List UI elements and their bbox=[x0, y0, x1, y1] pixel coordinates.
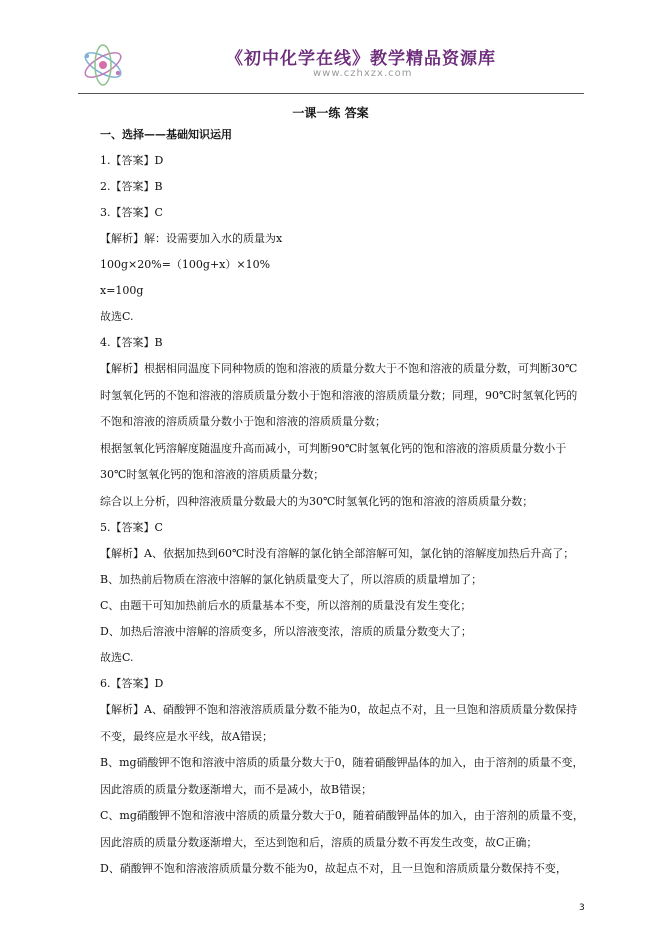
analysis-line: D、加热后溶液中溶解的溶质变多，所以溶液变浓，溶质的质量分数变大了； bbox=[100, 625, 472, 638]
header-divider bbox=[78, 93, 584, 94]
document-title: 一课一练 答案 bbox=[292, 106, 369, 120]
analysis-paragraph: D、硝酸钾不饱和溶液溶质质量分数不能为0，故起点不对，且一旦饱和溶质质量分数保持不变， bbox=[100, 862, 567, 875]
answer-line: 2.【答案】B bbox=[100, 180, 163, 193]
answer-line: 3.【答案】C bbox=[100, 206, 163, 219]
analysis-paragraph: 【解析】A、硝酸钾不饱和溶液溶质质量分数不能为0，故起点不对，且一旦饱和溶质质量分数保持不变，最终应是水平线，故A错误； bbox=[100, 703, 577, 743]
conclusion-line: 故选C. bbox=[100, 651, 134, 664]
answer-line: 5.【答案】C bbox=[100, 521, 163, 534]
banner-url: www.czhxzx.com bbox=[313, 68, 413, 79]
analysis-paragraph: 综合以上分析，四种溶液质量分数最大的为30℃时氢氧化钙的饱和溶液的溶质质量分数； bbox=[100, 494, 534, 508]
answer-content bbox=[100, 122, 586, 883]
page-number: 3 bbox=[579, 903, 585, 913]
analysis-line: 【解析】A、依据加热到60℃时没有溶解的氯化钠全部溶解可知，氯化钠的溶解度加热后升高了； bbox=[100, 547, 575, 560]
conclusion-line: 故选C. bbox=[100, 310, 134, 323]
analysis-paragraph: 【解析】根据相同温度下同种物质的饱和溶液的质量分数大于不饱和溶液的质量分数，可判断30℃时氢氧化钙的不饱和溶液的溶质质量分数小于饱和溶液的溶质质量分数；同理，90℃时氢氧化钙的不饱和溶液的溶质质量分数小于饱和溶液的溶质质量分数； bbox=[100, 362, 578, 428]
equation-line: x=100g bbox=[100, 284, 144, 297]
analysis-paragraph: B、mg硝酸钾不饱和溶液中溶质的质量分数大于0，随着硝酸钾晶体的加入，由于溶剂的质量不变，因此溶质的质量分数逐渐增大，而不是减小，故B错误； bbox=[100, 756, 584, 796]
analysis-paragraph: 根据氢氧化钙溶解度随温度升高而减小，可判断90℃时氢氧化钙的饱和溶液的溶质质量分数小于30℃时氢氧化钙的饱和溶液的溶质质量分数； bbox=[100, 441, 567, 481]
analysis-line: 【解析】解：设需要加入水的质量为x bbox=[100, 232, 283, 245]
analysis-line: C、由题干可知加热前后水的质量基本不变，所以溶剂的质量没有发生变化； bbox=[100, 599, 472, 612]
banner-title: 《初中化学在线》教学精品资源库 bbox=[226, 49, 496, 69]
analysis-line: B、加热前后物质在溶液中溶解的氯化钠质量变大了，所以溶质的质量增加了； bbox=[100, 573, 483, 586]
header-banner bbox=[78, 38, 584, 92]
answer-line: 1.【答案】D bbox=[100, 154, 164, 167]
atom-logo-icon bbox=[78, 40, 128, 90]
equation-line: 100g×20%=（100g+x）×10% bbox=[100, 258, 271, 271]
analysis-paragraph: C、mg硝酸钾不饱和溶液中溶质的质量分数大于0，随着硝酸钾晶体的加入，由于溶剂的质量不变，因此溶质的质量分数逐渐增大，至达到饱和后，溶质的质量分数不再发生改变，故C正确； bbox=[100, 809, 584, 849]
answer-line: 6.【答案】D bbox=[100, 677, 164, 690]
section-heading: 一、选择——基础知识运用 bbox=[100, 128, 232, 141]
answer-line: 4.【答案】B bbox=[100, 336, 163, 349]
